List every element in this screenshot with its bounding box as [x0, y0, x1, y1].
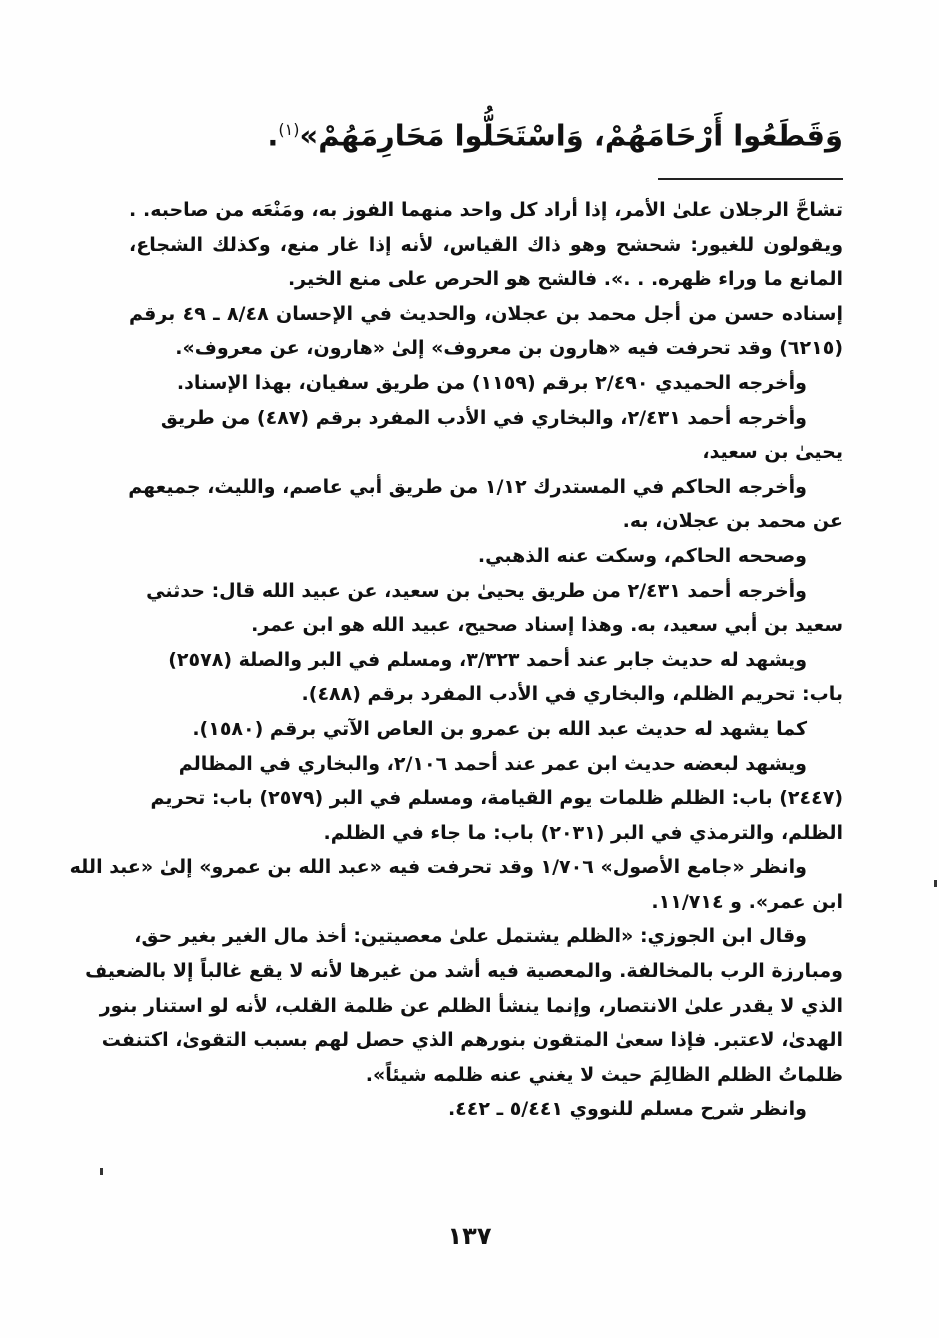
footnote-line: سعيد بن أبي سعيد، به. وهذا إسناد صحيح، عبيد الله هو ابن عمر.: [251, 614, 843, 637]
footnote-line: عن محمد بن عجلان، به.: [622, 510, 843, 533]
footnote-line: وأخرجه الحميدي ٢/٤٩٠ برقم (١١٥٩) من طريق سفيان، بهذا الإسناد.: [176, 371, 807, 394]
footnote-line: وأخرجه أحمد ٢/٤٣١، والبخاري في الأدب المفرد برقم (٤٨٧) من طريق: [160, 406, 807, 429]
footnote-line: إسناده حسن من أجل محمد بن عجلان، والحديث في الإحسان ٨/٤٨ ـ ٤٩ برقم: [129, 302, 843, 325]
footnote-line: باب: تحريم الظلم، والبخاري في الأدب المفرد برقم (٤٨٨).: [301, 683, 843, 706]
footnote-line: ويشهد لبعضه حديث ابن عمر عند أحمد ٢/١٠٦، والبخاري في المظالم: [178, 752, 807, 775]
footnote-line: وأخرجه أحمد ٢/٤٣١ من طريق يحيىٰ بن سعيد، عن عبيد الله قال: حدثني: [146, 579, 807, 602]
footnote-line: الهدىٰ، لاعتبر. فإذا سعىٰ المتقون بنورهم الذي حصل لهم بسبب التقوىٰ، اكتنفت: [101, 1029, 843, 1052]
continuation-line: تشاحَّ الرجلان علىٰ الأمر، إذا أراد كل واحد منهما الفوز به، ومَنْعَه من صاحبه. .: [129, 199, 843, 221]
continuation-line: المانع ما وراء ظهره. . .». فالشح هو الحرص على منع الخير.: [287, 268, 843, 291]
scan-speck: [100, 1168, 103, 1175]
footnote-line: (٢٤٤٧) باب: الظلم ظلمات يوم القيامة، ومسلم في البر (٢٥٧٩) باب: تحريم: [150, 787, 843, 810]
footnote-line: وقال ابن الجوزي: «الظلم يشتمل علىٰ معصيتين: أخذ مال الغير بغير حق،: [134, 925, 807, 948]
hadith-main-text: [83, 108, 843, 158]
footnote-line: وأخرجه الحاكم في المستدرك ١/١٢ من طريق أبي عاصم، والليث، جميعهم: [128, 475, 807, 498]
footnote-reference: (١): [278, 120, 300, 139]
footnote-line: ابن عمر». و ١١/٧١٤.: [651, 890, 843, 913]
hadith-text-line: وَقَطَعُوا أَرْحَامَهُمْ، وَاسْتَحَلُّوا مَحَارِمَهُمْ»: [299, 118, 843, 153]
continuation-line: ويقولون للغيور: شحشح وهو ذاك القياس، لأنه إذا غار منع، وكذلك الشجاع،: [129, 233, 843, 256]
footnote-line: ويشهد له حديث جابر عند أحمد ٣/٣٢٣، ومسلم في البر والصلة (٢٥٧٨): [168, 648, 807, 671]
footnote-line: وانظر شرح مسلم للنووي ٥/٤٤١ ـ ٤٤٢.: [447, 1098, 807, 1121]
footnote-line: الظلم، والترمذي في البر (٢٠٣١) باب: ما جاء في الظلم.: [323, 821, 843, 844]
footnote-line: كما يشهد له حديث عبد الله بن عمرو بن العاص الآتي برقم (١٥٨٠).: [192, 717, 807, 740]
hadith-text-end: .: [267, 118, 279, 153]
footnote-line: يحيىٰ بن سعيد،: [702, 441, 843, 464]
footnotes-section: [69, 193, 843, 1127]
scan-speck: [934, 880, 937, 887]
page-number: ١٣٧: [447, 1222, 492, 1250]
footnote-line: وصححه الحاكم، وسكت عنه الذهبي.: [477, 544, 807, 567]
footnote-line: وانظر «جامع الأصول» ١/٧٠٦ وقد تحرفت فيه «عبد الله بن عمرو» إلىٰ «عبد الله: [69, 856, 807, 879]
footnote-separator: [658, 178, 843, 180]
footnote-line: (٦٢١٥) وقد تحرفت فيه «هارون بن معروف» إلىٰ «هارون، عن معروف».: [175, 337, 843, 360]
footnote-line: الذي لا يقدر علىٰ الانتصار، وإنما ينشأ الظلم عن ظلمة القلب، لأنه لو استنار بنور: [99, 994, 843, 1017]
footnote-line: ومبارزة الرب بالمخالفة. والمعصية فيه أشد من غيرها لأنه لا يقع غالباً إلا بالضعيف: [85, 960, 843, 983]
footnote-line: ظلماتُ الظلم الظالِمَ حيث لا يغني عنه ظلمه شيئاً».: [365, 1063, 843, 1086]
